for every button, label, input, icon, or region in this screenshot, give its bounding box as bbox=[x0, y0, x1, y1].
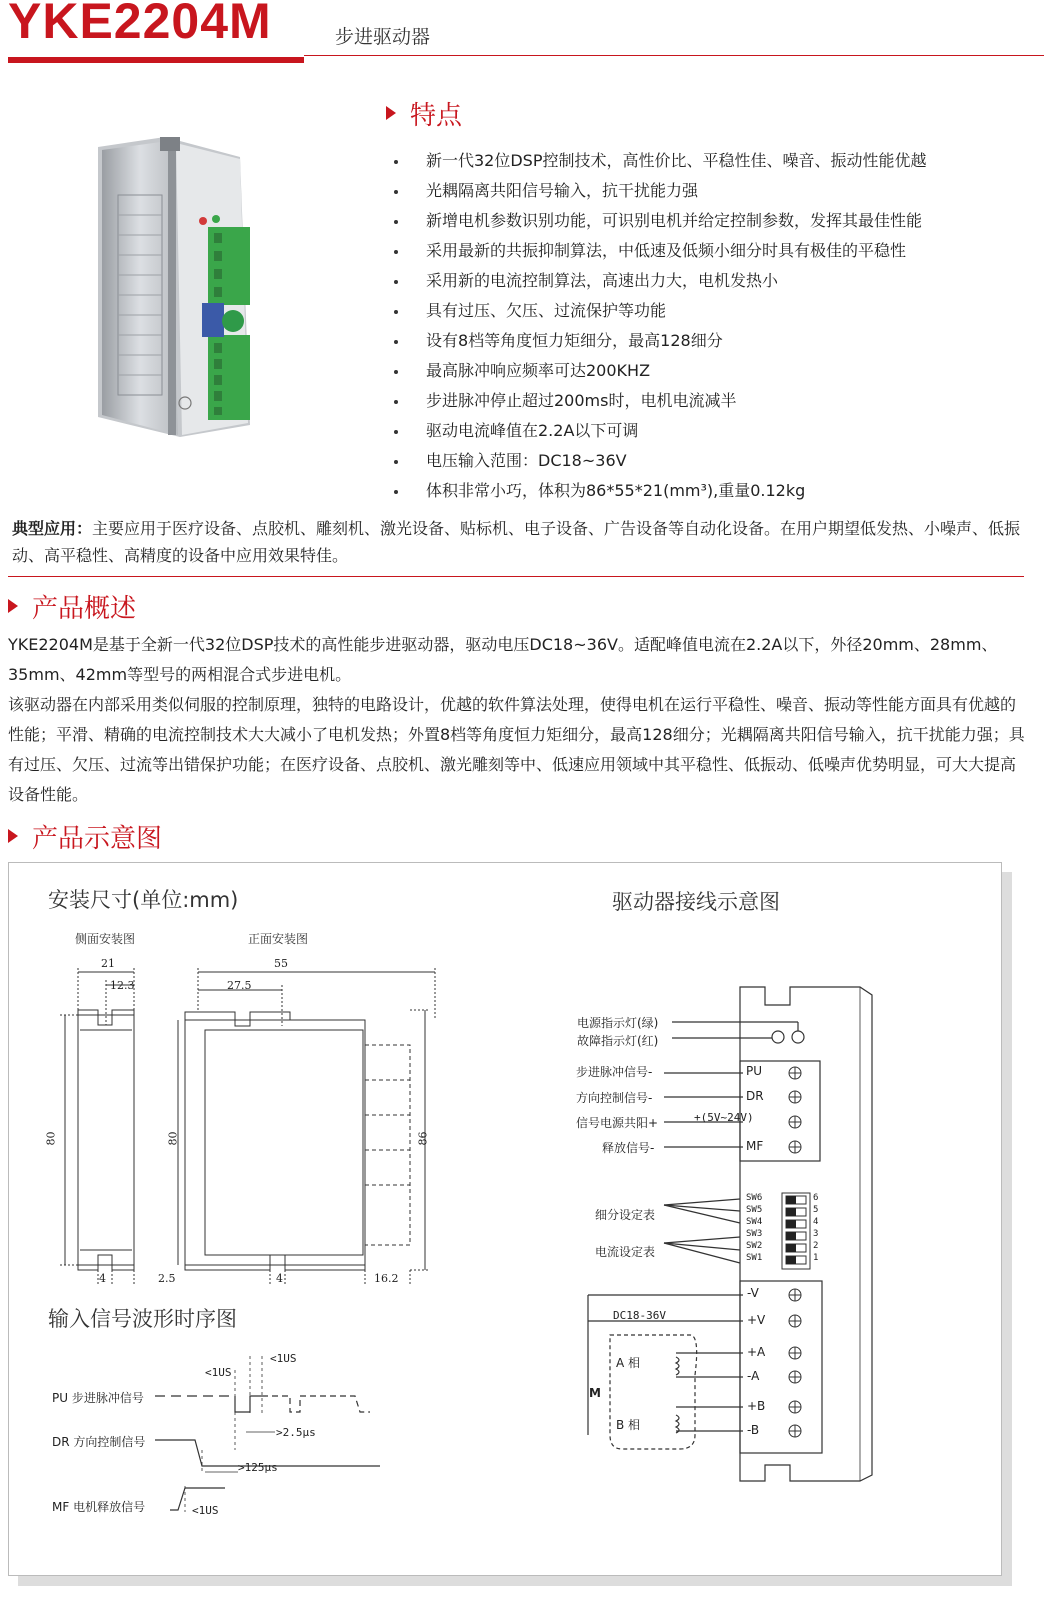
feature-item: 步进脉冲停止超过200ms时，电机电流减半 bbox=[392, 386, 1052, 416]
feature-item: 新一代32位DSP控制技术，高性价比、平稳性佳、噪音、振动性能优越 bbox=[392, 146, 1052, 176]
pin-label: -V bbox=[747, 1286, 759, 1300]
voltage-note: +(5V~24V) bbox=[694, 1111, 754, 1124]
timing-dr-label: DR 方向控制信号 bbox=[52, 1435, 146, 1449]
timing-mf-label: MF 电机释放信号 bbox=[52, 1500, 146, 1514]
timing-pu-label: PU 步进脉冲信号 bbox=[52, 1391, 144, 1405]
pin-label: MF bbox=[746, 1139, 764, 1153]
dim-label: 55 bbox=[274, 957, 288, 970]
switch-label: SW5 bbox=[746, 1205, 763, 1215]
side-view-body bbox=[78, 1015, 134, 1265]
dim-label: 2.5 bbox=[158, 1272, 176, 1285]
wiring-label: 信号电源共阳+ bbox=[576, 1116, 659, 1130]
timing-annotation: <1US bbox=[192, 1504, 219, 1517]
install-title: 安装尺寸(单位:mm) bbox=[48, 888, 239, 912]
feature-item: 光耦隔离共阳信号输入，抗干扰能力强 bbox=[392, 176, 1052, 206]
dim-label: 80 bbox=[166, 1131, 180, 1146]
pin-label: +B bbox=[747, 1399, 766, 1413]
switch-number: 1 bbox=[813, 1253, 819, 1263]
application-body: 主要应用于医疗设备、点胶机、雕刻机、激光设备、贴标机、电子设备、广告设备等自动化设备。在用户期望低发热、小噪声、低振动、高平稳性、高精度的设备中应用效果特佳。 bbox=[12, 519, 1021, 565]
dim-label: 16.2 bbox=[374, 1272, 399, 1285]
timing-annotation: >2.5μs bbox=[276, 1426, 316, 1439]
phase-a-label: A 相 bbox=[616, 1356, 641, 1370]
motor-label: M bbox=[589, 1386, 601, 1400]
dim-label: 27.5 bbox=[227, 979, 252, 992]
pin-label: PU bbox=[746, 1064, 763, 1078]
application-text bbox=[12, 515, 1048, 569]
install-drawing bbox=[40, 950, 440, 1290]
switch-number: 3 bbox=[813, 1229, 819, 1239]
wiring-label: 电源指示灯(绿) bbox=[577, 1016, 659, 1030]
timing-annotation: >125μs bbox=[238, 1461, 278, 1474]
feature-item: 新增电机参数识别功能，可识别电机并给定控制参数，发挥其最佳性能 bbox=[392, 206, 1052, 236]
diagram-heading bbox=[8, 818, 162, 855]
feature-item: 体积非常小巧，体积为86*55*21(mm³),重量0.12kg bbox=[392, 476, 1052, 506]
pin-label: -B bbox=[747, 1423, 760, 1437]
wiring-label: 方向控制信号- bbox=[576, 1091, 653, 1105]
features-title: 特点 bbox=[410, 101, 463, 131]
wiring-label: 细分设定表 bbox=[595, 1208, 656, 1222]
wiring-drawing bbox=[560, 975, 890, 1490]
features-heading bbox=[386, 95, 462, 132]
dim-label: 4 bbox=[276, 1272, 283, 1285]
dim-label: 21 bbox=[101, 957, 115, 970]
dim-label: 86 bbox=[416, 1131, 430, 1146]
switch-number: 4 bbox=[813, 1217, 819, 1227]
pin-label: +A bbox=[747, 1345, 766, 1359]
feature-item: 最高脉冲响应频率可达200KHZ bbox=[392, 356, 1052, 386]
pin-label: +V bbox=[747, 1313, 766, 1327]
side-view-label: 侧面安装图 bbox=[75, 932, 136, 946]
switch-number: 6 bbox=[813, 1193, 819, 1203]
dim-label: 12.3 bbox=[110, 979, 135, 992]
feature-item: 电压输入范围：DC18~36V bbox=[392, 446, 1052, 476]
divider bbox=[8, 576, 1024, 577]
header-line bbox=[304, 55, 1044, 56]
model-title: YKE2204M bbox=[8, 0, 272, 49]
switch-number: 2 bbox=[813, 1241, 819, 1251]
overview-paragraph-1: YKE2204M是基于全新一代32位DSP技术的高性能步进驱动器，驱动电压DC18~36V。适配峰值电流在2.2A以下，外径20mm、28mm、35mm、42mm等型号的两相混合式步进电机。 bbox=[8, 635, 998, 684]
dim-label: 4 bbox=[99, 1272, 106, 1285]
overview-paragraph-2: 该驱动器在内部采用类似伺服的控制原理，独特的电路设计，优越的软件算法处理，使得电机在运行平稳性、噪音、振动等性能方面具有优越的性能；平滑、精确的电流控制技术大大减小了电机发热；外置8档等角度恒力矩细分，最高128细分；光耦隔离共阳信号输入，抗干扰能力强；具有过压、欠压、过流等出错保护功能；在医疗设备、点胶机、激光雕刻等中、低速应用领域中其平稳性、低振动、低噪声优势明显，可大大提高设备性能。 bbox=[8, 695, 1025, 804]
timing-waveforms bbox=[150, 1350, 380, 1530]
section-arrow-icon bbox=[8, 829, 18, 843]
feature-item: 驱动电流峰值在2.2A以下可调 bbox=[392, 416, 1052, 446]
model-subtitle: 步进驱动器 bbox=[335, 26, 431, 48]
timing-annotation: <1US bbox=[270, 1352, 297, 1365]
front-view-label: 正面安装图 bbox=[248, 932, 309, 946]
switch-label: SW6 bbox=[746, 1193, 763, 1203]
timing-title: 输入信号波形时序图 bbox=[48, 1307, 237, 1331]
header-bar bbox=[8, 57, 304, 63]
feature-item: 采用新的电流控制算法，高速出力大，电机发热小 bbox=[392, 266, 1052, 296]
feature-item: 采用最新的共振抑制算法，中低速及低频小细分时具有极佳的平稳性 bbox=[392, 236, 1052, 266]
wiring-label: 释放信号- bbox=[602, 1141, 655, 1155]
switch-label: SW1 bbox=[746, 1253, 763, 1263]
phase-b-label: B 相 bbox=[616, 1418, 641, 1432]
overview-heading bbox=[8, 588, 136, 625]
front-view-body bbox=[185, 1020, 365, 1265]
overview-title: 产品概述 bbox=[32, 594, 137, 624]
wiring-label: 电流设定表 bbox=[595, 1245, 656, 1259]
overview-text bbox=[8, 630, 1030, 810]
application-label: 典型应用： bbox=[12, 519, 93, 538]
timing-annotation: <1US bbox=[205, 1366, 232, 1379]
power-label: DC18-36V bbox=[613, 1309, 666, 1322]
wiring-title: 驱动器接线示意图 bbox=[612, 890, 780, 914]
section-arrow-icon bbox=[8, 599, 18, 613]
features-list bbox=[392, 146, 1052, 506]
diagram-title: 产品示意图 bbox=[32, 824, 163, 854]
product-photo bbox=[90, 135, 290, 440]
dim-label: 80 bbox=[44, 1131, 58, 1146]
switch-label: SW3 bbox=[746, 1229, 763, 1239]
feature-item: 具有过压、欠压、过流保护等功能 bbox=[392, 296, 1052, 326]
section-arrow-icon bbox=[386, 106, 396, 120]
pin-label: -A bbox=[747, 1369, 760, 1383]
pin-label: DR bbox=[746, 1089, 764, 1103]
switch-number: 5 bbox=[813, 1205, 819, 1215]
wiring-label: 步进脉冲信号- bbox=[576, 1065, 653, 1079]
wiring-label: 故障指示灯(红) bbox=[577, 1034, 659, 1048]
switch-label: SW4 bbox=[746, 1217, 763, 1227]
feature-item: 设有8档等角度恒力矩细分，最高128细分 bbox=[392, 326, 1052, 356]
dip-switch-block bbox=[782, 1193, 810, 1269]
switch-label: SW2 bbox=[746, 1241, 763, 1251]
